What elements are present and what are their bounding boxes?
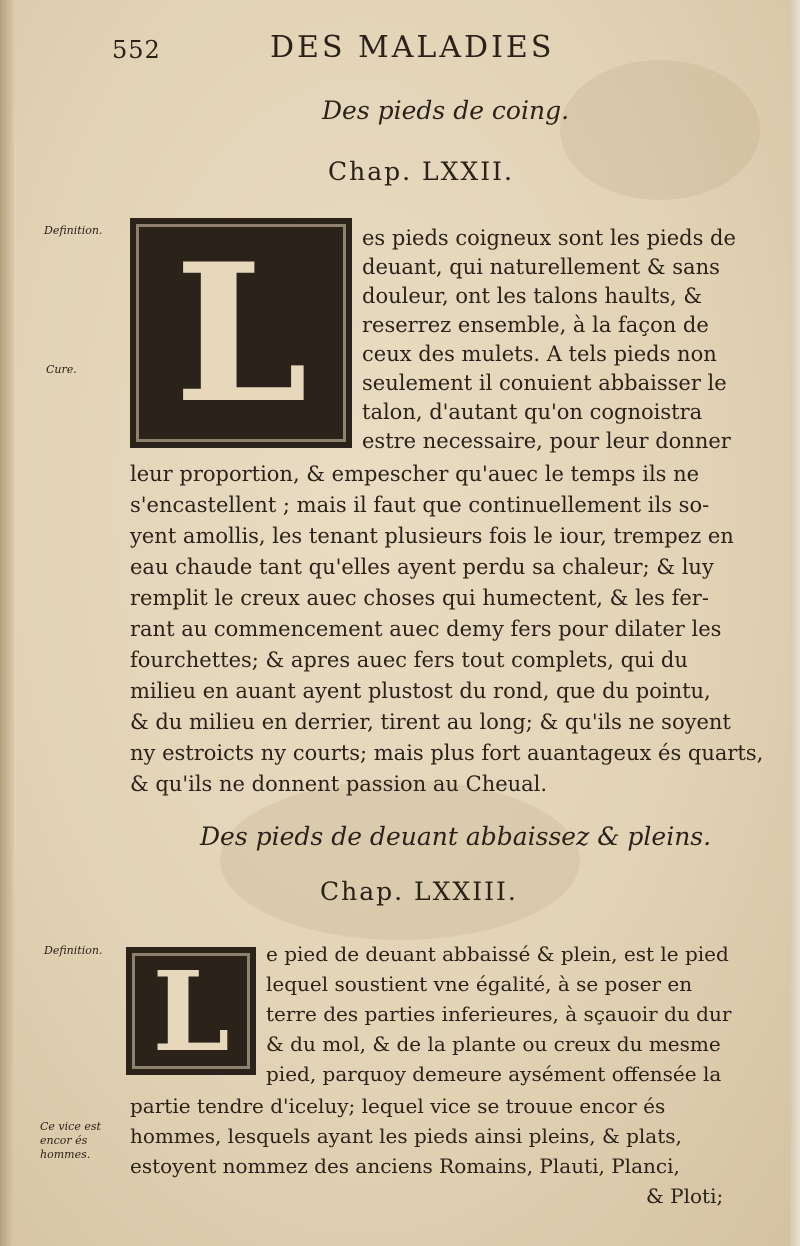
text-line: & Ploti; (646, 1184, 724, 1208)
text-line: hommes, lesquels ayant les pieds ainsi pleins, & plats, (130, 1124, 682, 1148)
text-line: ny estroicts ny courts; mais plus fort auantageux és quarts, (130, 741, 764, 765)
text-line: estoyent nommez des anciens Romains, Plauti, Planci, (130, 1154, 680, 1178)
chapter-73-subtitle: Des pieds de deuant abbaissez & pleins. (200, 822, 712, 851)
text-line: reserrez ensemble, à la façon de (362, 313, 709, 337)
margin-note-definition: Definition. (44, 944, 103, 957)
chapter-72-subtitle: Des pieds de coing. (322, 96, 570, 125)
text-line: e pied de deuant abbaissé & plein, est le pied (266, 942, 729, 966)
ornamental-initial: L (126, 947, 256, 1075)
chapter-72-heading: Chap. LXXII. (328, 157, 514, 186)
text-line: es pieds coigneux sont les pieds de (362, 226, 736, 250)
text-line: pied, parquoy demeure aysément offensée la (266, 1062, 722, 1086)
running-title: DES MALADIES (270, 30, 555, 65)
text-line: fourchettes; & apres auec fers tout complets, qui du (130, 648, 688, 672)
text-line: partie tendre d'iceluy; lequel vice se trouue encor és (130, 1094, 666, 1118)
text-line: rant au commencement auec demy fers pour dilater les (130, 617, 722, 641)
text-line: talon, d'autant qu'on cognoistra (362, 400, 703, 424)
text-line: ceux des mulets. A tels pieds non (362, 342, 717, 366)
page-number: 552 (112, 36, 161, 64)
paper-stain (220, 780, 580, 940)
text-line: douleur, ont les talons haults, & (362, 284, 703, 308)
text-line: lequel soustient vne égalité, à se poser en (266, 972, 693, 996)
margin-note-cure: Cure. (46, 363, 77, 376)
text-line: s'encastellent ; mais il faut que continuellement ils so- (130, 493, 710, 517)
ornamental-initial: L (130, 218, 352, 448)
text-line: & qu'ils ne donnent passion au Cheual. (130, 772, 548, 796)
text-line: yent amollis, les tenant plusieurs fois le iour, trempez en (130, 524, 734, 548)
text-line: estre necessaire, pour leur donner (362, 429, 731, 453)
text-line: leur proportion, & empescher qu'auec le temps ils ne (130, 462, 700, 486)
text-line: deuant, qui naturellement & sans (362, 255, 720, 279)
text-line: milieu en auant ayent plustost du rond, que du pointu, (130, 679, 711, 703)
text-line: seulement il conuient abbaisser le (362, 371, 727, 395)
page-right-edge (790, 0, 800, 1246)
margin-note-vice: Ce vice est encor és hommes. (40, 1120, 101, 1161)
text-line: terre des parties inferieures, à sçauoir du dur (266, 1002, 732, 1026)
text-line: & du mol, & de la plante ou creux du mesme (266, 1032, 721, 1056)
text-line: & du milieu en derrier, tirent au long; & qu'ils ne soyent (130, 710, 731, 734)
text-line: eau chaude tant qu'elles ayent perdu sa chaleur; & luy (130, 555, 714, 579)
page-left-edge (0, 0, 14, 1246)
paper-stain (560, 60, 760, 200)
text-line: remplit le creux auec choses qui humectent, & les fer- (130, 586, 709, 610)
margin-note-definition: Definition. (44, 224, 103, 237)
chapter-73-heading: Chap. LXXIII. (320, 877, 518, 906)
